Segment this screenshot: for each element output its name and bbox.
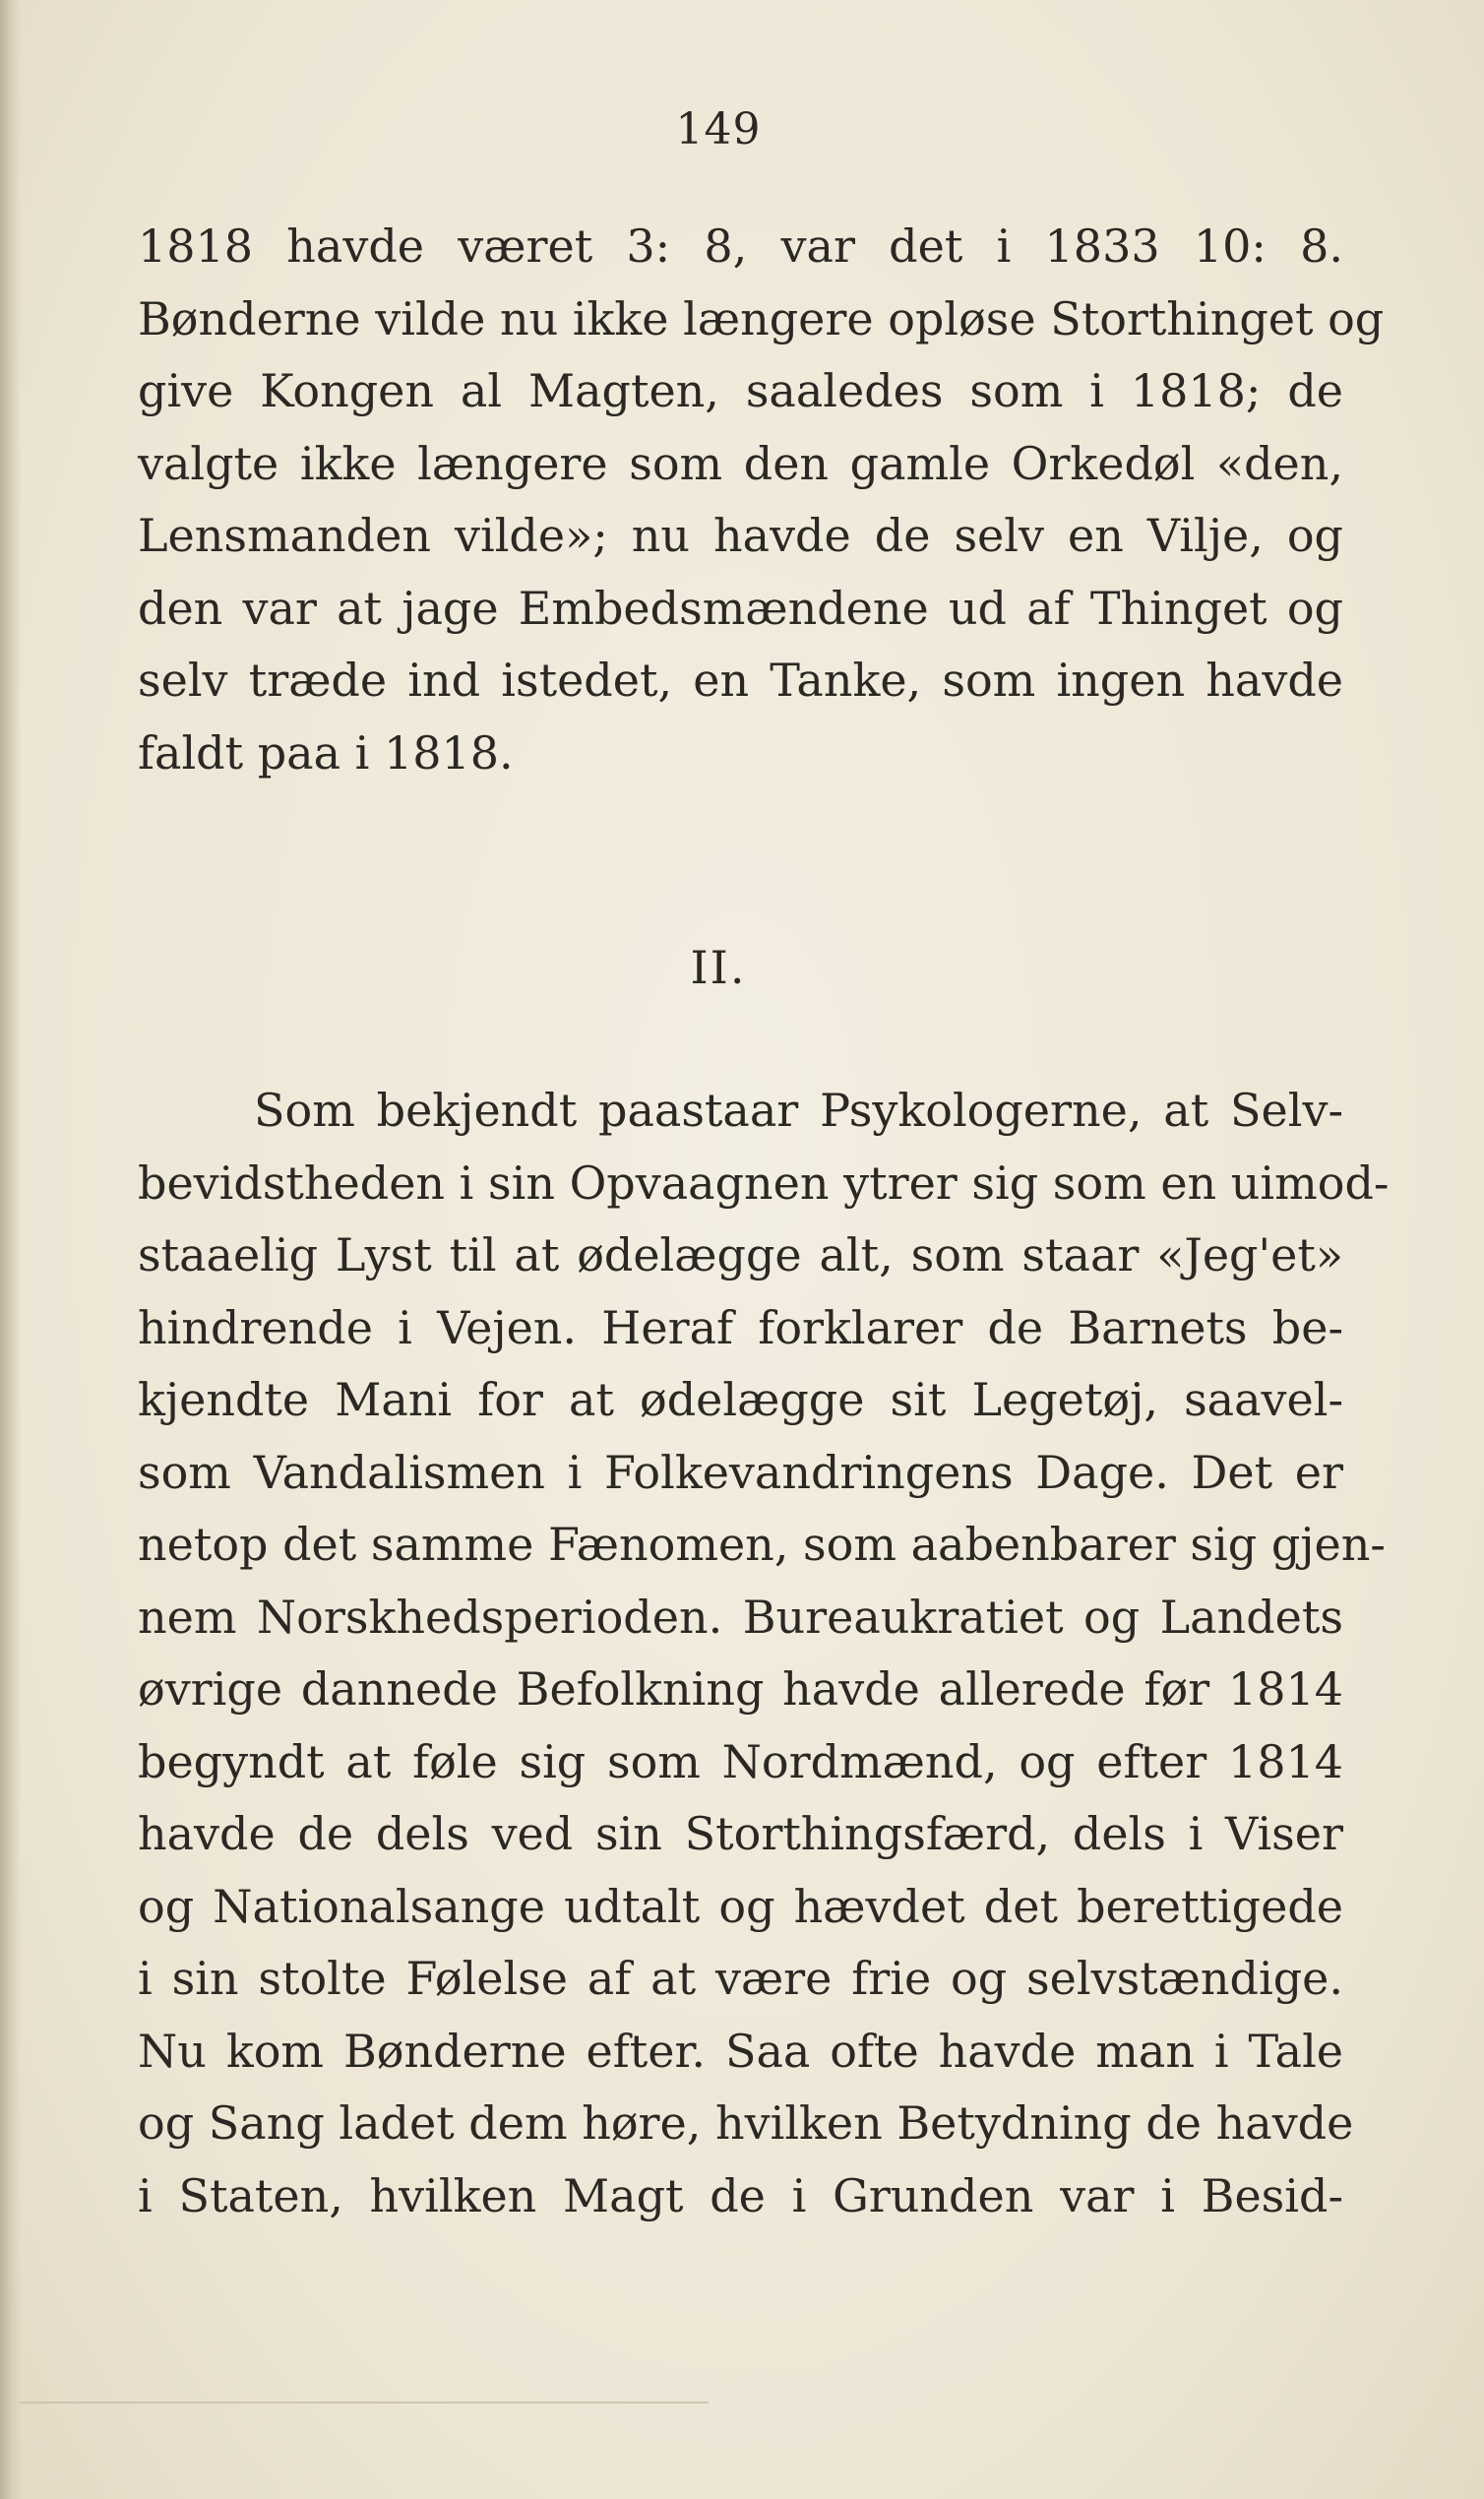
text-line: Som bekjendt paastaar Psykologerne, at Selv- bbox=[254, 1084, 1343, 1137]
text-line: give Kongen al Magten, saaledes som i 1818; de bbox=[138, 364, 1343, 417]
text-line: i Staten, hvilken Magt de i Grunden var i Besid- bbox=[138, 2168, 1343, 2222]
text-line: nem Norskhedsperioden. Bureaukratiet og Landets bbox=[138, 1590, 1343, 1644]
text-line: Bønderne vilde nu ikke længere opløse Storthinget og bbox=[138, 291, 1385, 345]
text-line: valgte ikke længere som den gamle Orkedøl «den, bbox=[138, 436, 1343, 490]
text-line: og Sang ladet dem høre, hvilken Betydning de havde bbox=[138, 2096, 1354, 2150]
page-binding-edge bbox=[0, 0, 22, 2499]
text-line: som Vandalismen i Folkevandringens Dage. Det er bbox=[138, 1445, 1343, 1499]
section-heading: II. bbox=[690, 941, 747, 994]
text-line: faldt paa i 1818. bbox=[138, 725, 514, 780]
text-line: Nu kom Bønderne efter. Saa ofte havde man i Tale bbox=[138, 2024, 1343, 2078]
paragraph-2 bbox=[138, 1075, 1390, 2232]
text-line: hindrende i Vejen. Heraf forklarer de Barnets be- bbox=[138, 1300, 1343, 1354]
text-line: havde de dels ved sin Storthingsfærd, dels i Viser bbox=[138, 1807, 1343, 1860]
text-line: Lensmanden vilde»; nu havde de selv en Vilje, og bbox=[138, 509, 1343, 562]
text-line: øvrige dannede Befolkning havde allerede før 1814 bbox=[138, 1662, 1343, 1716]
text-line: bevidstheden i sin Opvaagnen ytrer sig som en uimod- bbox=[138, 1156, 1390, 1210]
text-line: den var at jage Embedsmændene ud af Thinget og bbox=[138, 581, 1343, 635]
paragraph-1 bbox=[138, 211, 1385, 789]
text-line: netop det samme Fænomen, som aabenbarer sig gjen- bbox=[138, 1518, 1386, 1571]
page-bottom-rule bbox=[20, 2402, 709, 2404]
text-line: staaelig Lyst til at ødelægge alt, som staar «Jeg'et» bbox=[138, 1228, 1343, 1281]
text-line: selv træde ind istedet, en Tanke, som ingen havde bbox=[138, 654, 1343, 707]
text-line: begyndt at føle sig som Nordmænd, og efter 1814 bbox=[138, 1734, 1343, 1788]
text-line: 1818 havde været 3: 8, var det i 1833 10: 8. bbox=[138, 219, 1343, 273]
page-number: 149 bbox=[675, 104, 762, 155]
text-line: og Nationalsange udtalt og hævdet det berettigede bbox=[138, 1879, 1343, 1933]
text-line: i sin stolte Følelse af at være frie og selvstændige. bbox=[138, 1952, 1343, 2005]
text-line: kjendte Mani for at ødelægge sit Legetøj, saavel- bbox=[138, 1373, 1343, 1426]
